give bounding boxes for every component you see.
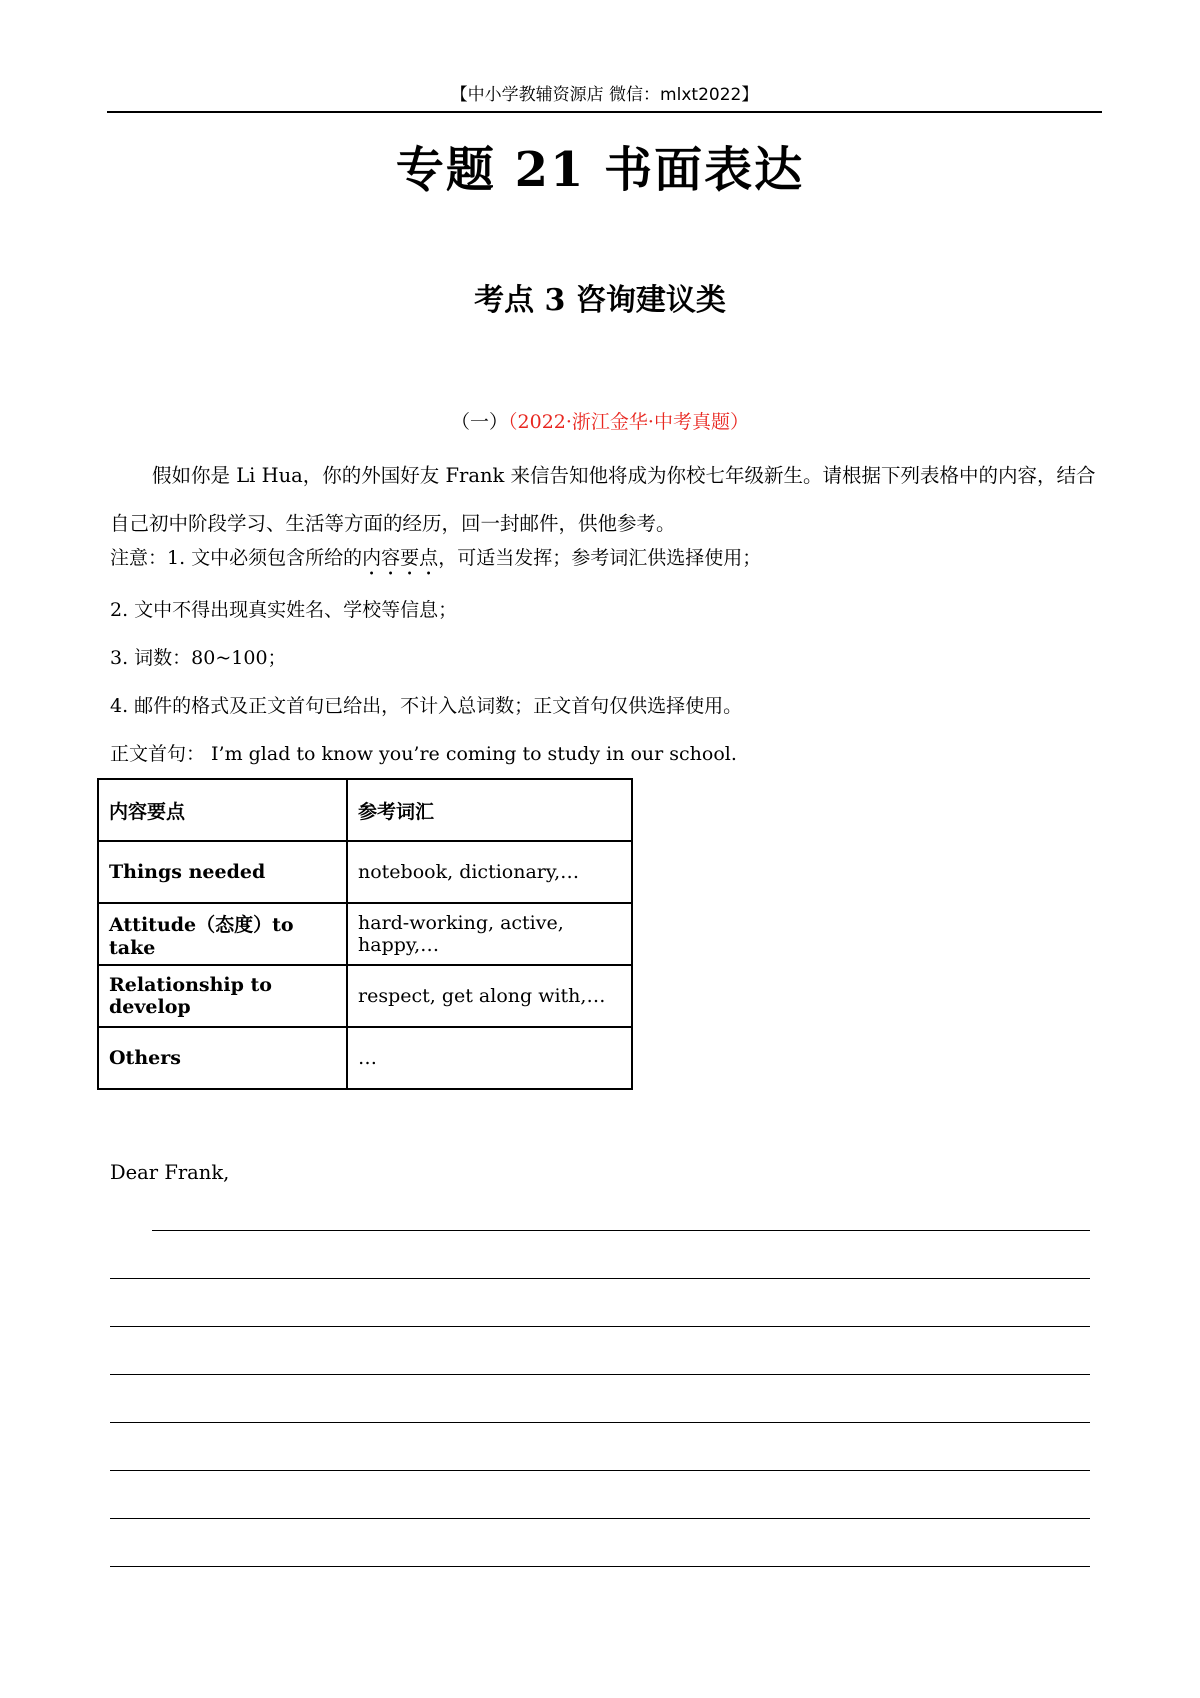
table-cell-point: Relationship to develop [98,965,347,1027]
writing-line[interactable] [110,1518,1090,1519]
table-header-cell: 内容要点 [98,779,347,841]
table-header-row [98,779,632,841]
table-cell-vocab: respect, get along with,… [347,965,632,1027]
table-cell-vocab: notebook, dictionary,… [347,841,632,903]
table-cell-point: Attitude（态度）to take [98,903,347,965]
table-row [98,903,632,965]
table-row [98,965,632,1027]
writing-line[interactable] [110,1326,1090,1327]
note-1-emphasis: 内容要点 [362,547,439,569]
note-1-after: ，可适当发挥；参考词汇供选择使用； [438,547,762,569]
writing-line[interactable] [110,1422,1090,1423]
table-cell-point: Others [98,1027,347,1089]
table-row [98,1027,632,1089]
note-2: 2. 文中不得出现真实姓名、学校等信息； [110,599,458,621]
table-cell-point: Things needed [98,841,347,903]
section-label: （一） [451,411,509,433]
table-cell-vocab: … [347,1027,632,1089]
writing-line[interactable] [110,1278,1090,1279]
section-heading [0,409,1200,435]
note-4: 4. 邮件的格式及正文首句已给出，不计入总词数；正文首句仅供选择使用。 [110,695,743,717]
note-1-before: 注意：1. 文中必须包含所给的 [110,547,363,569]
page-subtitle: 考点 3 咨询建议类 [474,283,726,318]
page-header: 【中小学教辅资源店 微信：mlxt2022】 [450,85,759,105]
table-cell-vocab: hard-working, active, happy,… [347,903,632,965]
writing-line[interactable] [110,1374,1090,1375]
table-header-cell: 参考词汇 [347,779,632,841]
note-1 [110,545,1100,580]
writing-line[interactable] [152,1230,1090,1231]
writing-line[interactable] [110,1566,1090,1567]
page-title: 专题 21 书面表达 [395,142,805,198]
table-row [98,841,632,903]
note-3: 3. 词数：80~100； [110,647,287,669]
section-source: （2022·浙江金华·中考真题） [508,411,749,433]
task-prompt: 假如你是 Li Hua，你的外国好友 Frank 来信告知他将成为你校七年级新生。请根据下列表格中的内容，结合自己初中阶段学习、生活等方面的经历，回一封邮件，供他参考。 [110,464,1096,535]
first-sentence: 正文首句： I’m glad to know you’re coming to study in our school. [110,743,737,765]
writing-line[interactable] [110,1470,1090,1471]
content-table [97,778,633,1090]
letter-salutation: Dear Frank, [110,1161,230,1184]
header-rule [107,111,1102,113]
